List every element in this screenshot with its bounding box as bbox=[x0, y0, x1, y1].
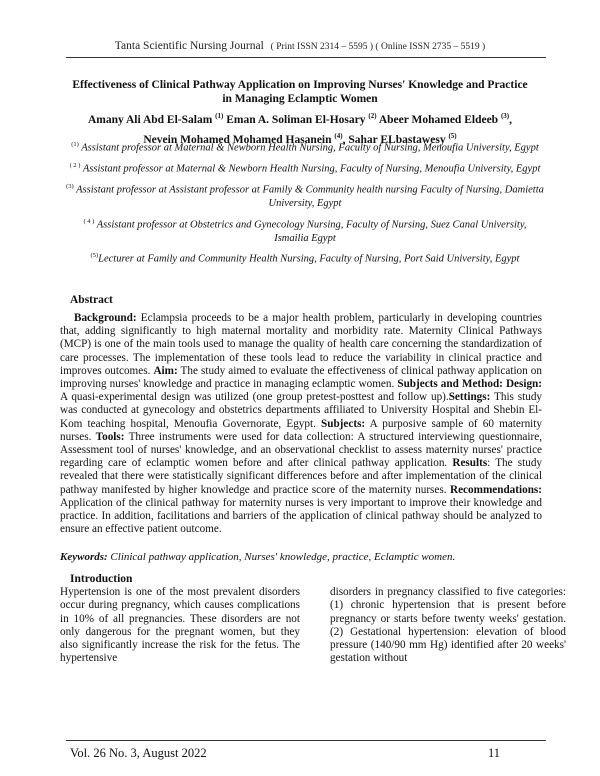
affiliation-mark: (3) bbox=[66, 183, 74, 190]
abstract-body bbox=[60, 312, 542, 536]
affiliation bbox=[66, 138, 544, 155]
results-text: : The study revealed that there were statistically significant differences before and after implementation of the clinical pathway manifested by higher knowledge and practice score of the maternity nurses. bbox=[60, 457, 543, 496]
journal-name: Tanta Scientific Nursing Journal bbox=[114, 40, 264, 52]
author-name: Sahar ELbastawesy bbox=[348, 133, 446, 146]
affiliation-text: Assistant professor at Maternal & Newborn Health Nursing, Faculty of Nursing, Menoufia University, Egypt bbox=[82, 163, 541, 175]
affiliation-mark: (5) bbox=[90, 252, 99, 259]
introduction-left-column: Hypertension is one of the most prevalent disorders occur during pregnancy, which causes complications in 10% of all pregnancies. These disorders are not only dangerous for the pregnant women, but they also significantly increase the risk for the fetus. The hypertensive bbox=[60, 586, 300, 665]
author-name: Eman A. Soliman El-Hosary bbox=[226, 113, 366, 126]
introduction-heading: Introduction bbox=[70, 573, 133, 585]
paper-title: Effectiveness of Clinical Pathway Application on Improving Nurses' Knowledge and Practice in Managing Eclamptic Women bbox=[72, 79, 528, 105]
background-label: Background: bbox=[74, 312, 137, 324]
keywords bbox=[60, 551, 542, 563]
affiliation bbox=[66, 159, 544, 176]
affiliation-mark: ( 4 ) bbox=[83, 217, 95, 225]
subjects-method-text: A quasi-experimental design was utilized (one group pretest-posttest and follow up). bbox=[60, 391, 449, 404]
results-label: Results bbox=[452, 457, 488, 470]
affiliation bbox=[66, 180, 544, 211]
author-list: Amany Ali Abd El-Salam $^{(1)}$ Eman A. Soliman El-Hosary $^{(2)}$ Abeer Mohamed Eldeeb $^{(3)}$, Nevein Mohamed Mohamed Hasanein $^{(4)}$, Sahar ELbastawesy $^{(5)}$ bbox=[87, 112, 512, 146]
author-mark: (3) bbox=[500, 112, 510, 120]
tools-label: Tools: bbox=[95, 430, 125, 443]
author-mark: (5) bbox=[448, 131, 457, 140]
tools-text: Three instruments were used for data collection: A structured interviewing questionnaire, Assessment tool of nurses' knowledge, and an observational checklist to assess maternity nurses' practice regarding care of eclamptic women before and after clinical pathway application. bbox=[60, 430, 542, 470]
author-name: Nevein Mohamed Mohamed Hasanein bbox=[143, 133, 332, 146]
aim-label: Aim: bbox=[153, 364, 178, 377]
affiliations bbox=[66, 138, 544, 270]
footer-divider bbox=[66, 740, 546, 741]
background-text: Eclampsia proceeds to be a major health problem, particularly in developing countries that, adding significantly to high maternal mortality and morbidity rate. Maternity Clinical Pathways (MCP) is one of the main tools used to manage the quality of health care concerning the standardization of care processes. The implementation of these tools lead to reduce the variability in clinical practice and improves outcomes. bbox=[60, 312, 542, 377]
affiliation-text: Assistant professor at Maternal & Newborn Health Nursing, Faculty of Nursing, Menoufia University, Egypt bbox=[81, 142, 539, 154]
affiliation-text: Assistant professor at Assistant professor at Family & Community health nursing Faculty of Nursing, Damietta University, Egypt bbox=[76, 184, 544, 209]
abstract-paragraph bbox=[60, 312, 542, 536]
author-mark: (4) bbox=[334, 131, 343, 140]
author-name: Abeer Mohamed Eldeeb bbox=[378, 113, 499, 126]
recommendations-text: Application of the clinical pathway for maternity nurses is very important to improve their knowledge and practice. In addition, facilitations and barriers of the application of clinical pathway should be analyzed to ensure an effective patient outcome. bbox=[60, 496, 542, 536]
volume-info: Vol. 26 No. 3, August 2022 bbox=[70, 746, 207, 760]
subjects-label: Subjects: bbox=[321, 417, 366, 430]
running-header bbox=[0, 40, 600, 52]
keywords-text: Clinical pathway application, Nurses' knowledge, practice, Eclamptic women. bbox=[107, 551, 456, 563]
affiliation-text: Lecturer at Family and Community Health Nursing, Faculty of Nursing, Port Said University, Egypt bbox=[98, 253, 520, 265]
keywords-label: Keywords: bbox=[60, 551, 108, 563]
author-mark: (1) bbox=[215, 112, 224, 120]
settings-text: This study was conducted at gynecology and obstetrics departments affiliated to University Hospital and Shebin El-Kom teaching hospital, Menoufia Governorate, Egypt. bbox=[60, 391, 543, 430]
aim-text: The study aimed to evaluate the effectiveness of clinical pathway application on improving nurses' knowledge and practice in managing eclamptic women. bbox=[60, 364, 542, 391]
issn-info: ( Print ISSN 2314 – 5595 ) ( Online ISSN 2735 – 5519 ) bbox=[270, 42, 486, 52]
affiliation bbox=[66, 215, 544, 246]
subjects-method-label: Subjects and Method: Design: bbox=[397, 378, 542, 391]
affiliation-text: Assistant professor at Obstetrics and Gynecology Nursing, Faculty of Nursing, Suez Canal University, Ismailia Egypt bbox=[96, 219, 527, 244]
recommendations-label: Recommendations: bbox=[450, 483, 542, 496]
subjects-text: A purposive sample of 60 maternity nurses. bbox=[60, 417, 542, 443]
page-number: 11 bbox=[488, 746, 501, 760]
introduction-right-column: disorders in pregnancy classified to five categories: (1) chronic hypertension that is present before pregnancy or starts before twenty weeks' gestation. (2) Gestational hypertension: elevation of blood pressure (140/90 mm Hg) identified after 20 weeks' gestation without bbox=[330, 586, 566, 665]
header-divider bbox=[66, 57, 546, 58]
author-mark: (2) bbox=[368, 112, 377, 120]
affiliation-mark: ( 2 ) bbox=[69, 162, 81, 169]
affiliation-mark: (1) bbox=[71, 141, 79, 148]
settings-label: Settings: bbox=[448, 391, 491, 404]
affiliation bbox=[66, 249, 544, 266]
abstract-heading: Abstract bbox=[70, 294, 113, 306]
author-name: Amany Ali Abd El-Salam bbox=[87, 113, 213, 126]
